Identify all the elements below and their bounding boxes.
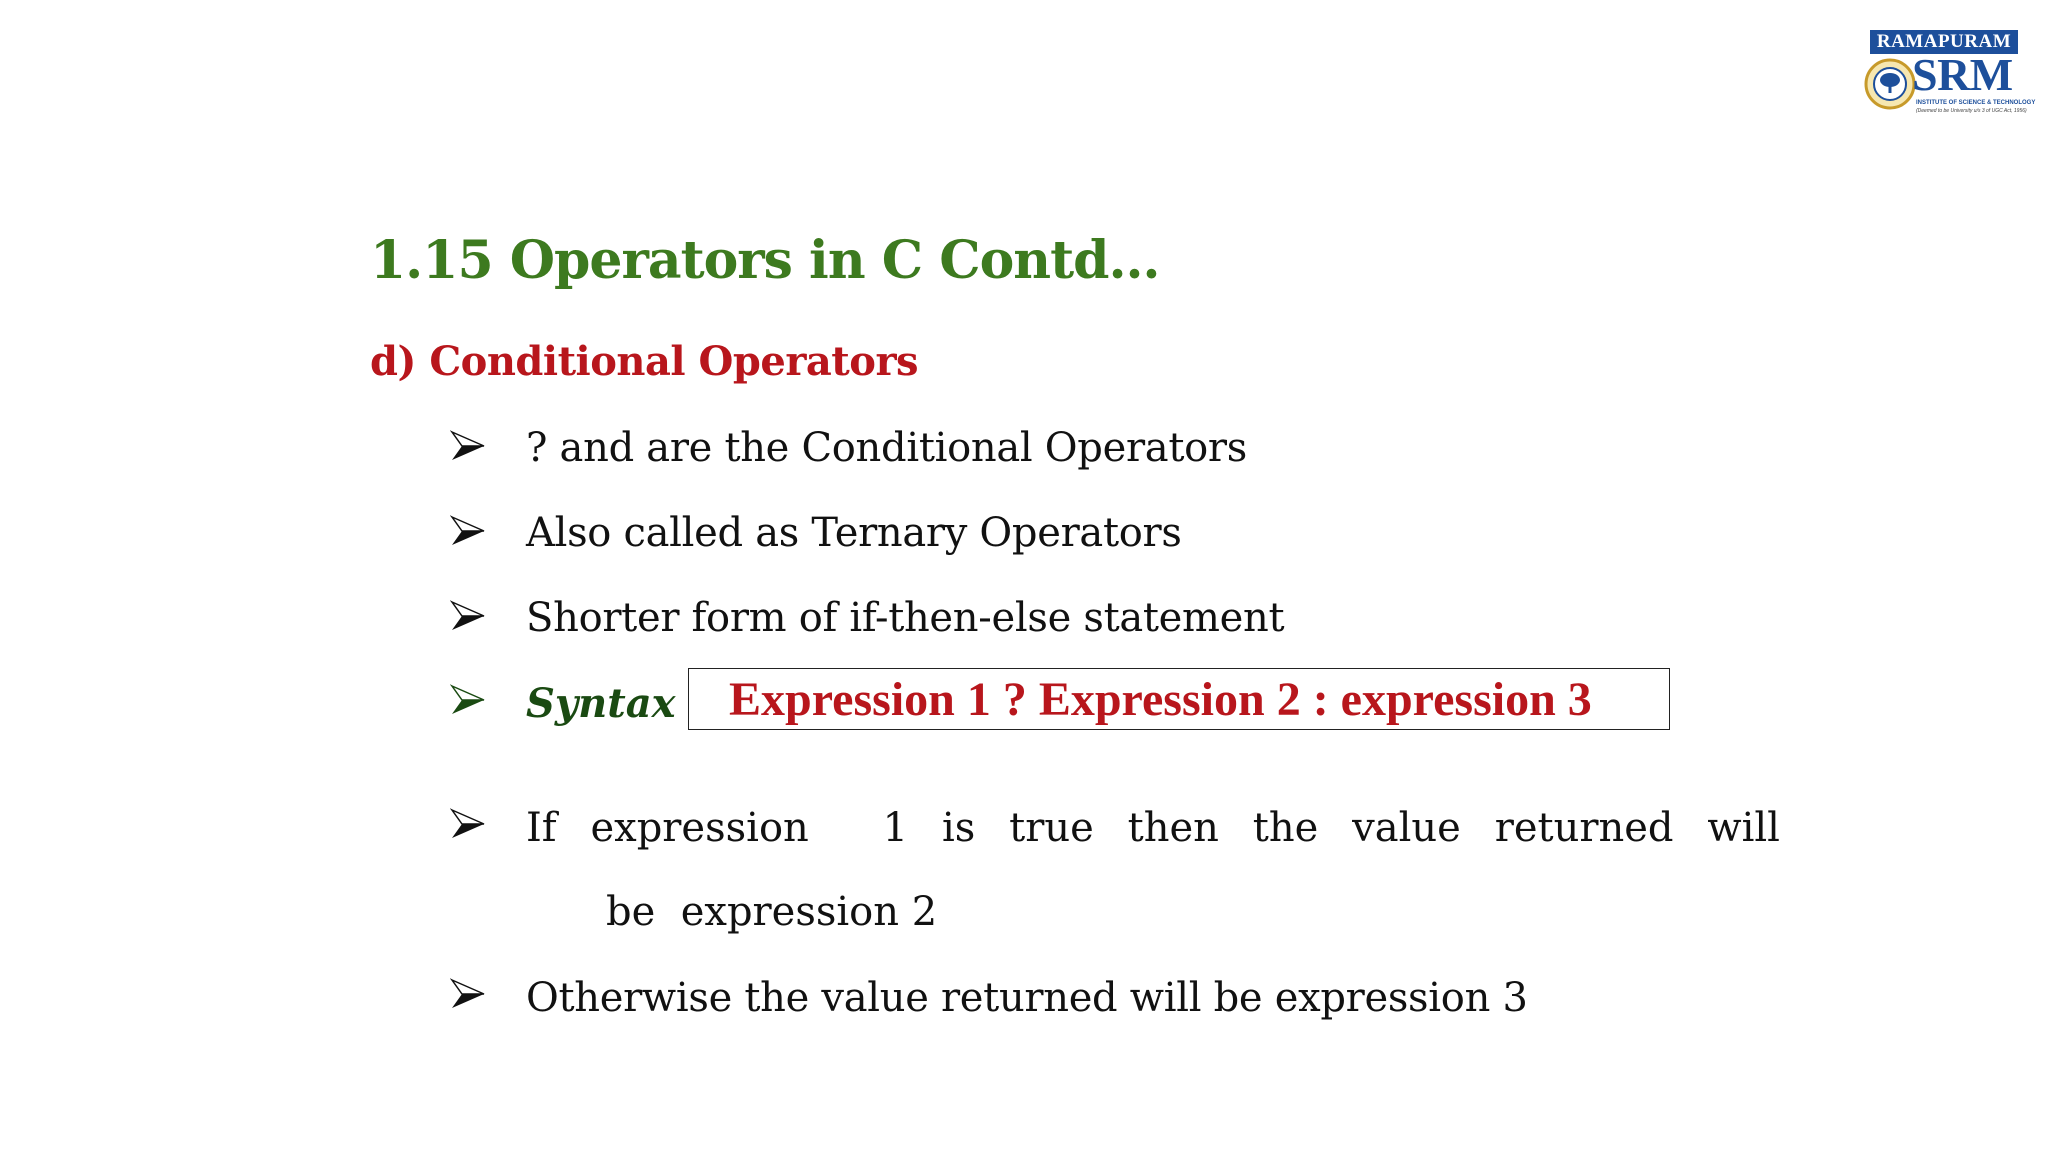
word: returned [1494,805,1674,851]
logo-subtitle: INSTITUTE OF SCIENCE & TECHNOLOGY [1916,100,2036,106]
slide-title: 1.15 Operators in C Contd… [370,230,1160,291]
word: then [1127,805,1219,851]
word: true [1009,805,1094,851]
word: will [1707,805,1780,851]
bullet-text: ? and are the Conditional Operators [526,425,1247,471]
word: value [1352,805,1461,851]
syntax-expression: Expression 1 ? Expression 2 : expression 3 [729,673,1592,726]
arrow-bullet-icon [450,598,486,634]
word: the [1252,805,1319,851]
bullet-item [450,420,1780,480]
arrow-bullet-icon [450,806,486,842]
word: 1 [882,805,909,851]
srm-logo [1864,30,2036,114]
syntax-box [688,668,1670,730]
logo-subtitle-2: (Deemed to be University u/s 3 of UGC Act, 1956) [1916,108,2027,114]
seal-icon [1864,58,1916,110]
word: is [941,805,976,851]
arrow-bullet-icon [450,513,486,549]
bullet-item [450,800,1780,860]
section-heading: d) Conditional Operators [370,338,919,385]
logo-band: RAMAPURAM [1870,30,2018,54]
bullet-text: Also called as Ternary Operators [526,510,1182,556]
arrow-bullet-icon [450,976,486,1012]
arrow-bullet-icon [450,682,486,718]
bullet-text: Shorter form of if-then-else statement [526,595,1285,641]
bullet-continuation: be expression 2 [606,889,938,935]
bullet-item [450,970,1780,1030]
syntax-label: Syntax [526,680,676,727]
bullet-text-justified [526,800,1780,856]
logo-srm-text: SRM [1912,49,2013,100]
bullet-item [450,505,1780,565]
arrow-bullet-icon [450,428,486,464]
bullet-item [450,590,1780,650]
word: If [526,805,557,851]
word: expression [590,805,809,851]
bullet-text: Otherwise the value returned will be expression 3 [526,975,1528,1021]
